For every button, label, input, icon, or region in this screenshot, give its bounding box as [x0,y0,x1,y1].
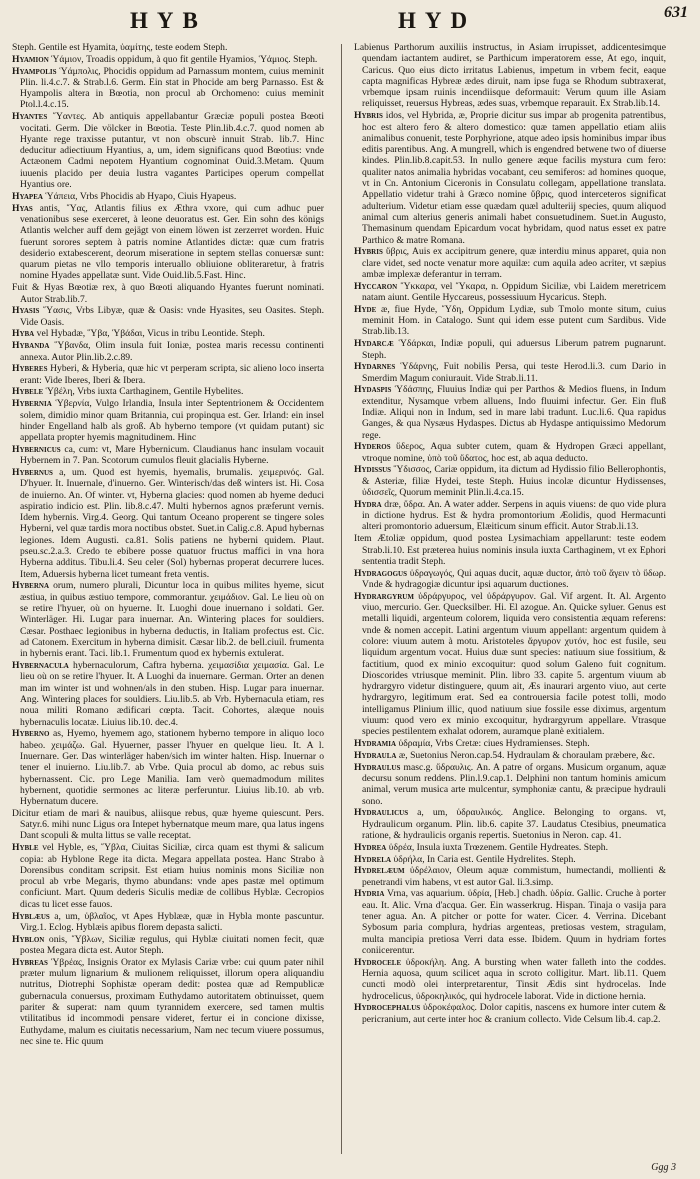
dictionary-entry [354,957,666,1002]
entry-text: a, um. Quod est hyemis, hyemalis, brumalis. χειμερινός. Gal. D'hyuer. It. Inuernale, d'inuerno. Ger. Winterisch/das deß winters ist. Hi. Cosa de inuierno. An. Of winter. vt, Hyberna glacies: quod nomen ab hyeme deduci aspiratio indicio est. Plin. lib.8.c.47. Multi hybernos agnos præferunt vernis. Idem hybernis. Virg.4. Georg. Qui tantum Oceano properent se tingere soles Hyberni, vel quæ tardis mora noctibus obstet. Suet.in Calig.c.8. Apud hybernas legiones. Idem Augusti. ca.81. Solis patiens ne hyberni quidem. Plaut. pseu.sc.2.a.3. Credo te ebibere posse quatuor fructus maffici in vna hora Hyberna additus. Tibu.li.4. Seu celer (Sol) hybernas properat decurrere luces. Item, Aduersis hyberna licet tumeant freta ventis. [20,466,324,580]
entry-headword: Hydrargyrum [354,590,414,602]
dictionary-entry [354,591,666,738]
entry-headword: Hydrelæum [354,865,405,877]
dictionary-entry [12,728,324,807]
dictionary-entry [354,281,666,304]
entry-text: Fuit & Hyas Bœotiæ rex, à quo Bœoti aliquando Hyantes fuerunt nominati. Autor Strab.lib.7. [12,282,324,305]
entry-headword: Hyapea [12,190,43,202]
entry-text: Ὕαντες. Ab antiquis appellabantur Græciæ populi postea Bœoti vocitati. Germ. Die völcker in Bœotia. Teste Plin.lib.4.c.7. quod nomen ab Hyante rege traxisse putantur, vt non obscurè innuit Strab. lib.7. Hinc deducitur adiectiuum Hyantius, a, um, idem significans quod Bœotius: vnde Actæonem Cadmi nepotem Hyantium cognominat Ouid.3.Metam. Quum iuuenis placido per deuia lustra vagantes Participes operum compellat Hyantius ore. [20,111,324,191]
dictionary-entry [354,499,666,533]
page-number: 631 [664,4,688,21]
entry-headword: Hyamion [12,53,49,65]
signature-mark: Ggg 3 [651,1162,676,1173]
entry-headword: Hybernia [12,398,52,410]
entry-text: a, um, ὑβλαῖος, vt Apes Hyblææ, quæ in Hybla monte pascuntur. Virg.1. Eclog. Hyblæis apibus florem depasta salicti. [20,910,324,933]
entry-text: ὑδραγωγός, Qui aquas ducit, aquæ ductor, ἀπὸ τοῦ ἄγειν τὸ ὕδωρ. Vnde & hydragogiæ dicuntur ipsi aquarum ductiones. [362,567,666,590]
dictionary-entry [12,808,324,842]
entry-text: ὑδρήλα, In Caria est. Gentile Hydrelites. Steph. [393,853,576,865]
dictionary-entry [12,957,324,1047]
entry-text: Ὕασις, Vrbs Libyæ, quæ & Oasis: vnde Hyasites, seu Oasites. Steph. Vide Oasis. [20,305,324,328]
entry-headword: Hybris [354,246,383,258]
entry-text: ὑδράργυρος, vel ὑδράργυρον. Gal. Vif argent. It. Al. Argento viuo, mercurio. Ger. Quecksilber. Hi. El azogue. An. Quicke syluer. Genus est metalli liquidi, argenteum colorem, liquida vero consistentia æquam referens: vnde & nomen accepit. Latini argentum viuum appellant: argentum quidem à colore: viuum autem à motu. Aristoteles ἄργυρον χυτόν, hoc est fusile, seu liquidum argentum vocat. Huius duæ sunt species: natiuum siue fossitium, & factitium, quod ex minio excoquitur: quod solum Galeno fuit cognitum. Dioscorides vtriusque meminit. Plin. libro 33. capite 5. argentum viuum ab hydrargyro videtur distinguere, quum ait, Æs inaurari argento viuo, aut certe hydrargyro, legitimum erat. Sed ea controuersia facile potest tolli, modo intelligamus Plinium illic, quod natiuum siue fossile esse diximus, argentum viuum: quod vero ex minio excoquitur, hydrargyrum appellare. Vtrasque species pestilentem exhalat odorem, auramque planè exitialem. [362,590,666,738]
entry-text: idos, vel Hybrida, æ, Proprie dicitur sus impar ab progenita patrentibus, hoc est altero fero & altero domestico: quæ tamen appellatio etiam aliis animalibus conuenit, teste Porphyrione, atque adeo ipsis hominibus impar ibus editis parentibus. Ang. A mungrell, which is engendred betwene two of diuerse kindes. Plin.lib.8.capit.53. In nullo genere æque facilis mystura cum fero: qualiter natos animalia hybridas vocabant, ceu semiferos: ad homines quoque, vt in Cn. Antonium Ciceronis in Consulatu collegam, appellatione translata. Appellatio videtur trahi à Græco nomine ὕβρις, quod interceteros significat adulterium. Videtur etiam esse quædam quæl adulteriij species, quum aliquod animal cum alterius generis animali habet consuetudinem. Suet.in Augusto, Themasinum quendam Epicardum vocat hybridam, quod natus esset ex patre Parthico & matre Romana. [362,110,666,246]
entry-headword: Hydrela [354,853,392,865]
dictionary-entry [12,363,324,386]
dictionary-entry [12,398,324,443]
entry-headword: Hydrea [354,841,387,853]
dictionary-entry [354,750,666,761]
entry-headword: Hydra [354,498,382,510]
dictionary-entry [12,934,324,957]
dictionary-entry [12,191,324,202]
entry-headword: Hydarcæ [354,338,394,350]
entry-headword: Hydragogus [354,567,407,579]
entry-text: masc.g. ὕδραυλις. An. A patre of organs. Musicum organum, aquæ decursu sonum reddens. Plin.l.9.cap.1. Delphini non tantum hominis amicum animal, verum musica arte mulcentur, symphoniæ cantu, & præcipue hydrauli sono. [362,761,666,807]
dictionary-entry [354,361,666,384]
dictionary-entry [12,282,324,305]
dictionary-entry [354,568,666,591]
dictionary-entry [354,464,666,498]
entry-text: Dicitur etiam de mari & nauibus, aliisque rebus, quæ hyeme quiescunt. Pers. Satyr.6. mihi nunc Ligus ora Intepet hybernatque meum mare, qua latus ingens Dant scopuli & multa littus se valle receptat. [12,807,324,842]
entry-text: orum, numero plurali, Dicuntur loca in quibus milites hyeme, sicut æstiua, in quibus æstiuo tempore, commorantur. χειμάδιον. Gal. Le lieu où on se retire l'hyuer, où on hyuerne. It. Luoghi doue inuernano i soldati. Ger. Winterläger. Hi. Lugar para inuernar. An. Wintering places for souldiers. Cæsar. Posthaec legionibus in hyberna deductis, in Italiam profectus est. Cic. ad Catonem. Exercitum in hyberna dimisit. Cæsar lib.2. de bell.ciuil. frumenta in hybernis erant. Taci. lib.1. Frumentum quod ex hybernis extulerat. [20,580,324,660]
entry-headword: Hyas [12,202,33,214]
entry-headword: Hydria [354,888,385,900]
entry-text: ca, cum: vt, Mare Hybernicum. Claudianus hanc insulam vocauit Hybernem in 7. Pan. Scotorum cumulos fleuit glacialis Hyberne. [20,443,324,467]
entry-headword: Hybele [12,386,44,398]
entry-headword: Hyampolis [12,65,57,77]
dictionary-entry [12,111,324,190]
dictionary-entry [354,762,666,807]
dictionary-entry [354,865,666,888]
dictionary-entry [354,304,666,338]
dictionary-entry [354,110,666,246]
entry-headword: Hyberno [12,728,50,740]
entry-text: ὑδροκήλη. Ang. A bursting when water falleth into the coddes. Hernia aquosa, quum scilicet aqua in scroto colligitur. Mart. lib.11. Quem cuncti modò olei interpretarentur, Tinsit Ædis sint hydrocelas. Inde hydrocelicus, ὑδροκηλικός, qui hydrocele laborat. Vide in dictione hernia. [362,956,666,1002]
dictionary-entry [12,580,324,659]
entry-text: antis, Ὕας, Atlantis filius ex Æthra vxore, qui cum adhuc puer venationibus sese exerceret, à leone deuoratus est. Ger. Ein sohn des königs Atlantis welcher auff dem gejägt von einem löwen ist zerzerret worden. Huic fuerunt sorores septem à patris nomine Atlantides dictæ: quæ cum fratris desiderio extabescerent, deorum miseratione in septem stellas conuersæ sunt: quarum pietas ne vllo temporis interuallo obliuione obliteraretur, à fratris nomine Hyades appellatæ sunt. Vide Ouid.lib.5.Fast. Hinc. [20,202,324,282]
dictionary-entry [12,328,324,339]
entry-text: ὑδρέα, Insula iuxta Trœzenem. Gentile Hydreates. Steph. [388,841,608,853]
dictionary-entry [12,444,324,467]
entry-headword: Hybernus [12,466,53,478]
dictionary-entry [354,842,666,853]
entry-text: Hyberi, & Hyberia, quæ hic vt perperam scripta, sic alieno loco inserta erant: Vide Iberes, Iberi & Ibera. [20,363,324,386]
dictionary-entry [354,533,666,567]
dictionary-entry [354,738,666,749]
entry-headword: Hybernicus [12,443,61,455]
entry-text: ὕδερος, Aqua subter cutem, quam & Hydropen Græci appellant, vtroque nomine, ὑπὸ τοῦ ὕδατος, hoc est, ab aqua deducto. [362,441,666,464]
entry-text: Ὑάμιον, Troadis oppidum, à quo fit gentile Hyamios, Ὑάμιος. Steph. [51,53,318,65]
entry-headword: Hydramia [354,738,397,750]
entry-headword: Hydissus [354,464,392,476]
entry-text: as, Hyemo, hyemem ago, stationem hyberno tempore in aliquo loco habeo. χειμάζω. Gal. Hyuerner, passer l'hyuer en quelque lieu. It. A l. Inuernare. Ger. Das winterläger haben/sich im winter halten. Hisp. Inuernar o tener el inuierno. Liu.lib.7. ab Vrbe. Quia procul ab domo, ac rebus suis hybernassent. Cic. pro Lege Manilia. Iam verò quemadmodum milites hybernent, quotidie sermones ac literæ perferuntur. Liuius lib.10. ab vrb. Hybernatum ducere. [20,728,324,808]
entry-text: ὑδρέλαιον, Oleum aquæ commistum, humectandi, mollienti & penetrandi vim habens, vt est autor Gal. li.3.simp. [362,865,666,888]
entry-text: ὑδροκέφαλος. Dolor capitis, nascens ex humore inter cutem & pericranium, aut certe inter hoc & cranium collecto. Vide Celsum lib.4. cap.2. [362,1002,666,1025]
entry-headword: Hybanda [12,340,50,352]
entry-text: Ὑδάσπης, Fluuius Indiæ qui per Parthos & Medios fluens, in Indum extenditur, Nysamque vrbem alluens, Indo fluuimi infectur. Ger. Ein fluß Indiæ. Aliqui non in Indum, sed in mare labi tradunt. Luc.li.6. Qua rapidus Ganges, & qua Nysæus Hydaspes. Dictus ab Hydaspe antiquissimo Medorum rege. [362,384,666,441]
entry-headword: Hyantes [12,111,48,123]
entry-text: dræ, ὕδρα. An. A water adder. Serpens in aquis viuens: de quo vide plura in dictione hydrus. Est & hydra promontorium Æolidis, quod Hermacunti alteri promontorio aduersum, Elæiticum sinum efficit. Autor Strab.li.13. [362,498,666,533]
entry-text: Ὕκκαρα, vel Ὕκαρα, n. Oppidum Siciliæ, vbi Laidem meretricem natam aiunt. Gentile Hyccareus, possessiuum Hycaricus. Steph. [362,280,666,304]
entry-headword: Hyberna [12,580,50,592]
entry-headword: Hydarnes [354,361,396,373]
dictionary-entry [12,911,324,934]
entry-text: æ, Suetonius Neron.cap.54. Hydraulam & choraulam præbere, &c. [398,749,655,761]
entry-text: vel Hybadæ, Ὕβα, Ὑβάδαι, Vicus in tribu Leontide. Steph. [36,328,265,340]
entry-headword: Hyberes [12,363,48,375]
entry-headword: Hybris [354,110,383,122]
dictionary-entry [12,66,324,111]
entry-text: ὑδραμία, Vrbs Cretæ: ciues Hydramienses. Steph. [398,738,590,750]
entry-text: Ὑάπεια, Vrbs Phocidis ab Hyapo, Ciuis Hyapeus. [45,190,237,202]
entry-text: Ὑβρέας, Insignis Orator ex Mylasis Cariæ vrbe: cui quum pater nihil præter mulum lignarium & mulionem reliquisset, illorum opera aliquandiu nutritus, Diotrephi Sophistæ operam dedit: postea quæ ad Rempublicæ gubernacula conuersus, proximam Euthydamo autoritatem obtinuisset, quem pariter & superat: nam quum tyrannidem exercere, sed tamen multis vtilitatibus id incommodi pensare videret, fertur ei in concione dixisse, Euthydame, malum es ciuitatis necessarium, Nam nec tecum viuere possumus, nec sine te. Hic quum [20,956,324,1047]
entry-text: a, um, ὑδραυλικός. Anglice. Belonging to organs. vt, Hydraulicum organum. Plin. lib.6. capite 37. Laudatus Ctesibius, pneumatica ratione, & hydraulicis organis repertis. Suetonius in Neron. cap. 41. [362,807,666,841]
dictionary-entry [12,340,324,363]
dictionary-entry [354,888,666,956]
entry-headword: Hybreas [12,956,48,968]
dictionary-entry [354,338,666,361]
entry-text: Labienus Parthorum auxiliis instructus, in Asiam irrupisset, addicentesimque quendam iactantem audiret, se Parthicum imperatorem esse, At ego, inquit, Caricus. Quo eius dicto irritatus Labienus, impetum in vrbem fecit, eaque capta magnificas Hybreæ ædes diruit, nam ipse fuga se Rhodum subtraxerat, vrbemque ipsam ruinis incendiisque deformauit: Verum quum ille Asiam reliquisset, reuersus Hybreas, ædes suas, vrbemque reparauit. Ex Strab.lib.14. [354,42,666,110]
entry-headword: Hyba [12,328,35,340]
dictionary-entry [12,305,324,328]
dictionary-entry [354,807,666,841]
dictionary-entry [12,203,324,282]
entry-text: æ, fiue Hyde, Ὕδη, Oppidum Lydiæ, sub Tmolo monte situm, cuius meminit Hom. in Catalogo. Sunt qui idem esse putent cum Sardibus. Vide Strab.lib.13. [362,303,666,338]
entry-text: ὕβρις, Auis ex accipitrum genere, quæ interdiu minus apparet, quia non clare videt, sed nocte venatur more aquilæ: cum aquila adeo acriter, vt sæpius ambæ implexæ deferantur in terram. [362,246,666,280]
entry-text: Ὑδάρνης, Fuit nobilis Persa, qui teste Herod.li.3. cum Dario in Smerdim Magum coniurauit. Vide Strab.li.11. [362,361,666,384]
entry-headword: Hyasis [12,305,40,317]
entry-text: Ὑδάρκαι, Indiæ populi, qui aduersus Liberum patrem pugnarunt. Steph. [362,338,666,361]
running-head-left: HYB [130,8,207,33]
entry-headword: Hydrocele [354,956,402,968]
entry-text: Item Ætoliæ oppidum, quod postea Lysimachiam appellarunt: teste eodem Strab.li.10. Est præterea huius nominis insula iuxta Carthaginem, vt ex Ephori sententia tradit Steph. [354,533,666,567]
column-divider [341,44,342,1154]
dictionary-entry [12,42,324,53]
entry-text: vel Hyble, es, Ὕβλα, Ciuitas Siciliæ, circa quam est thymi & salicum copia: ab Hyblone Rege ita dicta. Megara appellata postea. Hanc Strabo à Dorensibus conditam scripsit. Est etiam huius nominis mons Siciliæ non procul ab vrbe Megaris, thymo abundans: vnde apes pastæ mel optimum conficiunt. Mart. Quum dederis Siculis mediæ de collibus Hyblæ. Cecropios dicas tu licet esse fauos. [20,842,324,910]
entry-headword: Hydraula [354,749,397,761]
dictionary-entry [12,660,324,728]
entry-headword: Hyblæus [12,910,50,922]
entry-headword: Hyble [12,842,39,854]
left-column [12,42,324,1160]
dictionary-entry [354,441,666,464]
entry-text: Ὑβέλη, Vrbs iuxta Carthaginem, Gentile Hybelites. [45,386,244,398]
right-column [354,42,666,1160]
entry-text: Ὕδισσος, Cariæ oppidum, ita dictum ad Hydissio filio Bellerophontis, & Asteriæ, filiæ Hydei, teste Steph. Huius incolæ dicuntur Hydissenses, ὑδισσεῖς, Quorum meminit Plin.li.4.ca.15. [362,464,666,499]
dictionary-entry [12,467,324,580]
entry-text: Ὑάμπολις, Phocidis oppidum ad Parnassum montem, cuius meminit Plin. li.4.c.7. & Strab.l.6. Germ. Ein stat in Phocide am berg Parnasso. Est & Hyampolis altera in Bœotia, non procul ab Orchomeno: cuius meminit Ptol.l.4.c.15. [20,65,324,111]
entry-text: onis, Ὕβλων, Siciliæ regulus, qui Hyblæ ciuitati nomen fecit, quæ postea Megara dicta est. Autor Steph. [20,933,324,956]
entry-headword: Hybernacula [12,660,69,672]
entry-headword: Hydraulus [354,761,401,773]
entry-headword: Hyccaron [354,280,398,292]
entry-headword: Hydraulicus [354,807,409,819]
dictionary-entry [354,384,666,440]
entry-text: Ὑβερνία, Vulgo Irlandia, Insula inter Septentrionem & Occidentem solem, dimidio minor quam Britannia, cui propinqua est. Ger. Irland: ein insel hinder Engelland halb als groß. Ab hyberno tempore (vt quidam putant) sic appellata propter hyemis magnitudinem. Hinc [20,398,324,444]
dictionary-entry [354,854,666,865]
dictionary-entry [12,842,324,910]
entry-headword: Hyblon [12,933,45,945]
entry-headword: Hydaspis [354,384,392,396]
dictionary-entry [354,246,666,280]
entry-headword: Hyderos [354,441,391,453]
running-head-right: HYD [398,8,477,33]
dictionary-entry [354,42,666,110]
entry-headword: Hyde [354,303,377,315]
dictionary-entry [12,386,324,397]
entry-headword: Hydrocephalus [354,1002,421,1014]
dictionary-entry [12,54,324,65]
entry-text: Steph. Gentile est Hyamita, ὑαμίτης, teste eodem Steph. [12,42,228,53]
entry-text: Ὕβανδα, Olim insula fuit Ioniæ, postea maris recessu continenti annexa. Autor Plin.lib.2.c.89. [20,340,324,363]
entry-text: hybernaculorum, Caftra hyberna. χειμασίδια χειμασία. Gal. Le lieu où on se retire l'hyuer. It. A Luoghi da inuernare. German. Orter an denen man im winter ist und wohnen/als in den stuben. Hisp. Lugar para inuernar. Ang. Wintering places for souldiers. Liu.lib.5. ab Vrb. Hybernacula etiam, res noua militi Romano ædificari cœpta. Tacit. Cohortes, alæque nouis hybernaculis locatæ. Liuius lib.10. dec.4. [20,660,324,728]
entry-text: Vrna, vas aquarium. ὑδρία, [Heb.] chadh. ὑδρία. Gallic. Cruche à porter eau. It. Alic. Vrna d'acqua. Ger. Ein wasserkrug. Hispan. Tinaja o vasija para tener agua. An. A pitcher or potte for water. Cicer. 4. Verrina. Dicebant Sybosum paria complura, hydrias argenteas, pretiosas vestem, stragulam, multa mancipia pretiosa Verri data esse. Ibidem. Quum in hydriam fortes coniicerentur. [362,888,666,956]
dictionary-entry [354,1002,666,1025]
